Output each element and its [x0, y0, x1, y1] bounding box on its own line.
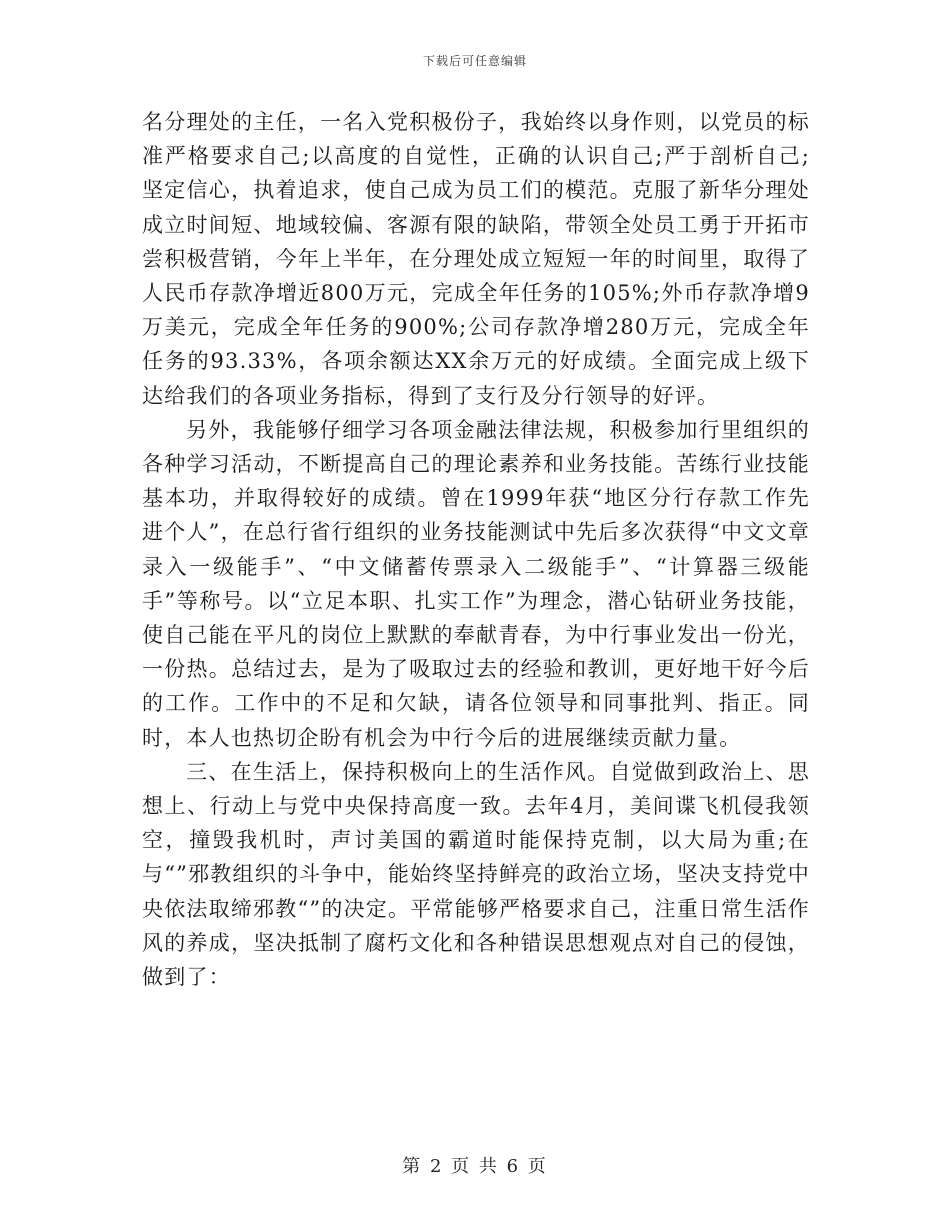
page-number: 第 2 页 共 6 页 [402, 1156, 548, 1177]
header-note: 下载后可任意编辑 [422, 54, 527, 68]
paragraph-life-style: 三、在生活上，保持积极向上的生活作风。自觉做到政治上、思想上、行动上与党中央保持高度一致。去年4月，美间谍飞机侵我领空，撞毁我机时，声讨美国的霸道时能保持克制，以大局为重;在与“”邪教组织的斗争中，能始终坚持鲜亮的政治立场，坚决支持党中央依法取缔邪教“”的决定。平常能够严格要求自己，注重日常生活作风的养成，坚决抵制了腐朽文化和各种错误思想观点对自己的侵蚀，做到了： [142, 759, 810, 990]
paragraph-study-skills: 另外，我能够仔细学习各项金融法律法规，积极参加行里组织的各种学习活动，不断提高自己的理论素养和业务技能。苦练行业技能基本功，并取得较好的成绩。曾在1999年获“地区分行存款工作先进个人”，在总行省行组织的业务技能测试中先后多次获得“中文文章录入一级能手”、“中文储蓄传票录入二级能手”、“计算器三级能手”等称号。以“立足本职、扎实工作”为理念，潜心钻研业务技能，使自己能在平凡的岗位上默默的奉献青春，为中行事业发出一份光，一份热。总结过去，是为了吸取过去的经验和教训，更好地干好今后的工作。工作中的不足和欠缺，请各位领导和同事批判、指正。同时，本人也热切企盼有机会为中行今后的进展继续贡献力量。 [142, 417, 810, 750]
paragraph-continuation: 名分理处的主任，一名入党积极份子，我始终以身作则，以党员的标准严格要求自己;以高度的自觉性，正确的认识自己;严于剖析自己;坚定信心，执着追求，使自己成为员工们的模范。克服了新华分理处成立时间短、地域较偏、客源有限的缺陷，带领全处员工勇于开拓市尝积极营销，今年上半年，在分理处成立短短一年的时间里，取得了人民币存款净增近800万元，完成全年任务的105%;外币存款净增9万美元，完成全年任务的900%;公司存款净增280万元，完成全年任务的93.33%，各项余额达XX余万元的好成绩。全面完成上级下达给我们的各项业务指标，得到了支行及分行领导的好评。 [142, 110, 810, 408]
document-body [142, 105, 810, 994]
